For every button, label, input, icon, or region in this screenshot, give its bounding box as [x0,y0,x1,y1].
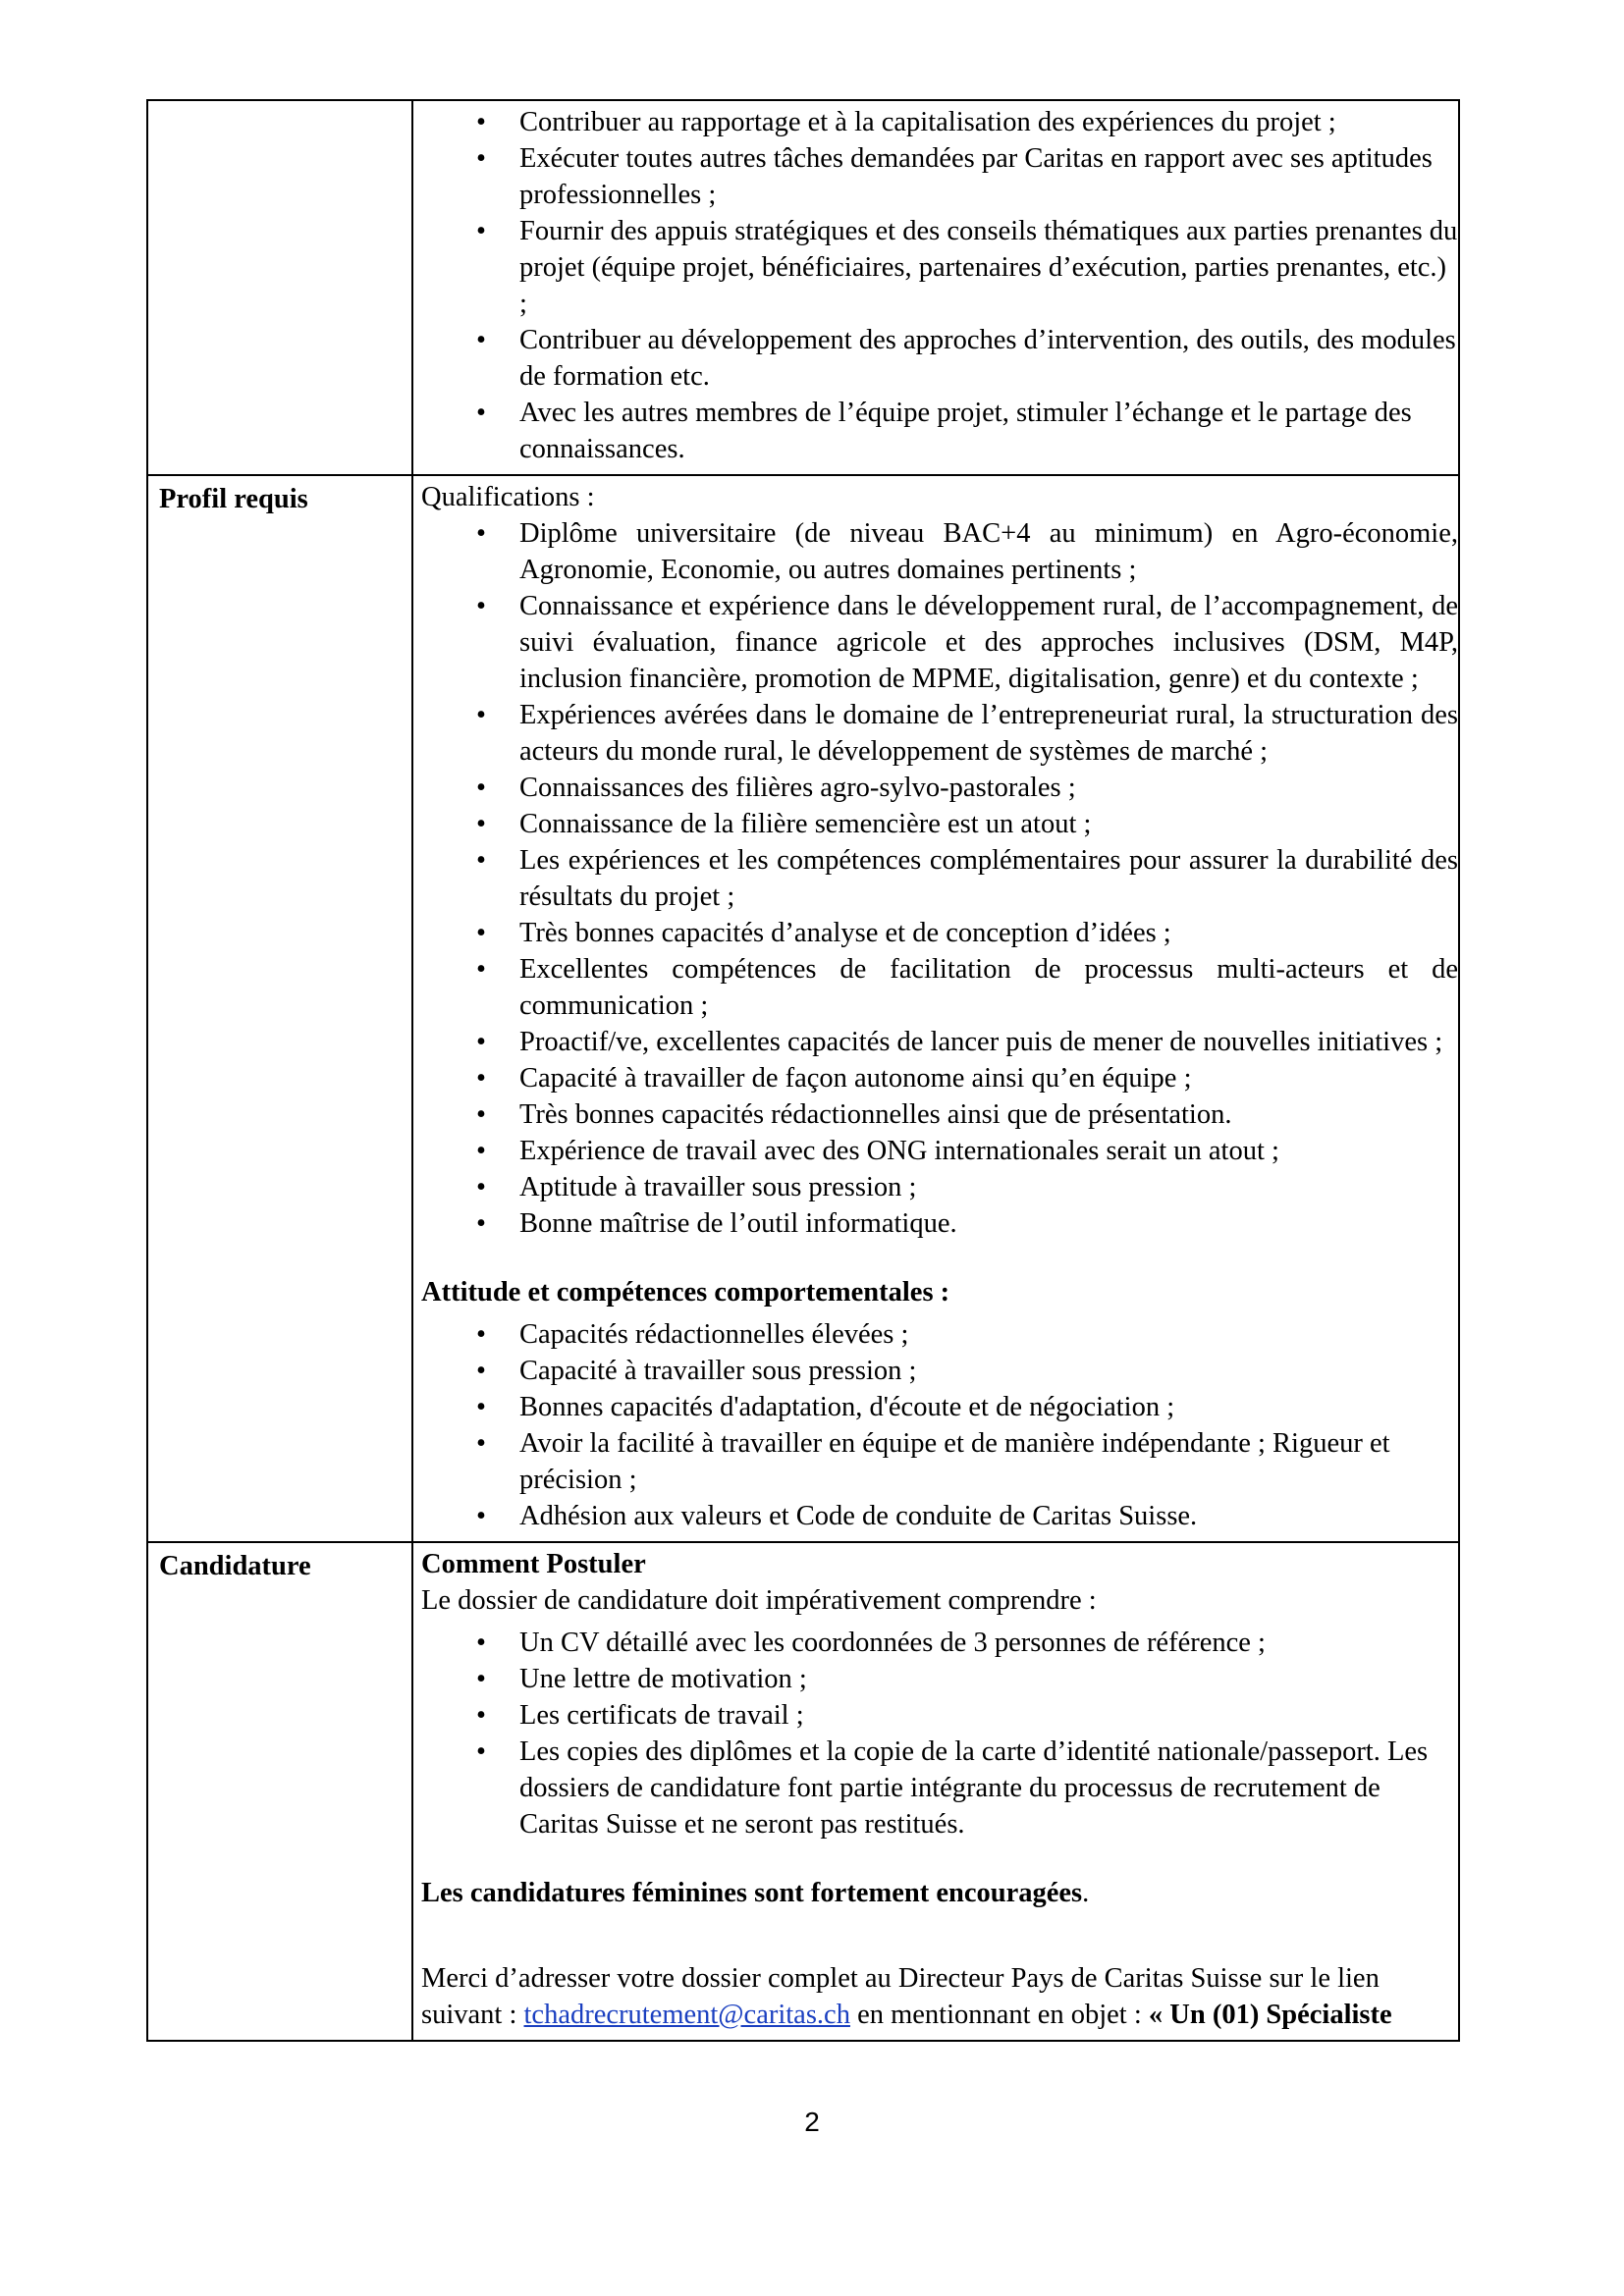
women-encouraged-text: Les candidatures féminines sont fortement encouragées [421,1878,1083,1908]
contact-subject: « Un (01) Spécialiste [1148,2000,1392,2030]
list-item: • Connaissance de la filière semencière est un atout ; [519,806,1458,842]
list-item: • Un CV détaillé avec les coordonnées de 3 personnes de référence ; [519,1625,1458,1661]
list-item: • Capacité à travailler de façon autonome ainsi qu’en équipe ; [519,1060,1458,1096]
list-item: • Connaissance et expérience dans le développement rural, de l’accompagnement, de suivi évaluation, finance agricole et des approches inclusives (DSM, M4P, inclusion financière, promotion de MPME, digitalisation, genre) et du contexte ; [519,588,1458,697]
list-item: • Expériences avérées dans le domaine de l’entrepreneuriat rural, la structuration des acteurs du monde rural, le développement de systèmes de marché ; [519,697,1458,770]
list-item: • Expérience de travail avec des ONG internationales serait un atout ; [519,1133,1458,1169]
responsibilities-list [421,104,1458,467]
attitude-heading: Attitude et compétences comportementales : [421,1277,950,1308]
list-item: • Contribuer au rapportage et à la capitalisation des expériences du projet ; [519,104,1458,140]
table-row [147,475,1459,1542]
qualifications-list [421,515,1458,1242]
list-item: • Proactif/ve, excellentes capacités de lancer puis de mener de nouvelles initiatives ; [519,1024,1458,1060]
page-number: 2 [804,2107,820,2137]
list-item: • Capacités rédactionnelles élevées ; [519,1316,1458,1353]
list-item: • Avec les autres membres de l’équipe projet, stimuler l’échange et le partage des connaissances. [519,395,1458,467]
contact-paragraph [421,1960,1458,2033]
list-item: • Bonne maîtrise de l’outil informatique. [519,1205,1458,1242]
list-item: • Adhésion aux valeurs et Code de conduite de Caritas Suisse. [519,1498,1458,1534]
women-encouraged-note [421,1875,1458,1911]
list-item: • Les certificats de travail ; [519,1697,1458,1734]
responsibilities-cell [412,100,1459,475]
job-posting-table [146,99,1460,2042]
list-item: • Très bonnes capacités rédactionnelles ainsi que de présentation. [519,1096,1458,1133]
list-item: • Contribuer au développement des approches d’intervention, des outils, des modules de formation etc. [519,322,1458,395]
list-item: • Les copies des diplômes et la copie de la carte d’identité nationale/passeport. Les dossiers de candidature font partie intégrante du processus de recrutement de Caritas Suisse et ne seront pas restitués. [519,1734,1458,1842]
list-item: • Connaissances des filières agro-sylvo-pastorales ; [519,770,1458,806]
application-intro: Le dossier de candidature doit impérativement comprendre : [421,1585,1097,1616]
list-item: • Exécuter toutes autres tâches demandées par Caritas en rapport avec ses aptitudes professionnelles ; [519,140,1458,213]
application-cell [412,1542,1459,2041]
how-to-apply-heading: Comment Postuler [421,1549,646,1579]
row-label-profil: Profil requis [147,475,412,1542]
email-link[interactable]: tchadrecrutement@caritas.ch [523,2000,850,2030]
list-item: • Très bonnes capacités d’analyse et de conception d’idées ; [519,915,1458,951]
list-item: • Les expériences et les compétences complémentaires pour assurer la durabilité des résultats du projet ; [519,842,1458,915]
list-item: • Avoir la facilité à travailler en équipe et de manière indépendante ; Rigueur et précision ; [519,1425,1458,1498]
list-item: • Diplôme universitaire (de niveau BAC+4 au minimum) en Agro-économie, Agronomie, Economie, ou autres domaines pertinents ; [519,515,1458,588]
contact-text: Merci d’adresser votre dossier complet au Directeur Pays de Caritas Suisse sur le lien suivant : [421,1963,1380,2030]
row-label-empty [147,100,412,475]
list-item: • Aptitude à travailler sous pression ; [519,1169,1458,1205]
application-documents-list [421,1625,1458,1842]
contact-mid: en mentionnant en objet : [849,2000,1149,2030]
list-item: • Bonnes capacités d'adaptation, d'écoute et de négociation ; [519,1389,1458,1425]
attitudes-list [421,1316,1458,1534]
qualifications-heading: Qualifications : [421,482,595,512]
table-row [147,100,1459,475]
profile-cell [412,475,1459,1542]
list-item: • Excellentes compétences de facilitation de processus multi-acteurs et de communication ; [519,951,1458,1024]
list-item: • Fournir des appuis stratégiques et des conseils thématiques aux parties prenantes du projet (équipe projet, bénéficiaires, partenaires d’exécution, parties prenantes, etc.) ; [519,213,1458,322]
women-encouraged-end: . [1082,1878,1090,1908]
table-row [147,1542,1459,2041]
list-item: • Capacité à travailler sous pression ; [519,1353,1458,1389]
row-label-candidature: Candidature [147,1542,412,2041]
list-item: • Une lettre de motivation ; [519,1661,1458,1697]
